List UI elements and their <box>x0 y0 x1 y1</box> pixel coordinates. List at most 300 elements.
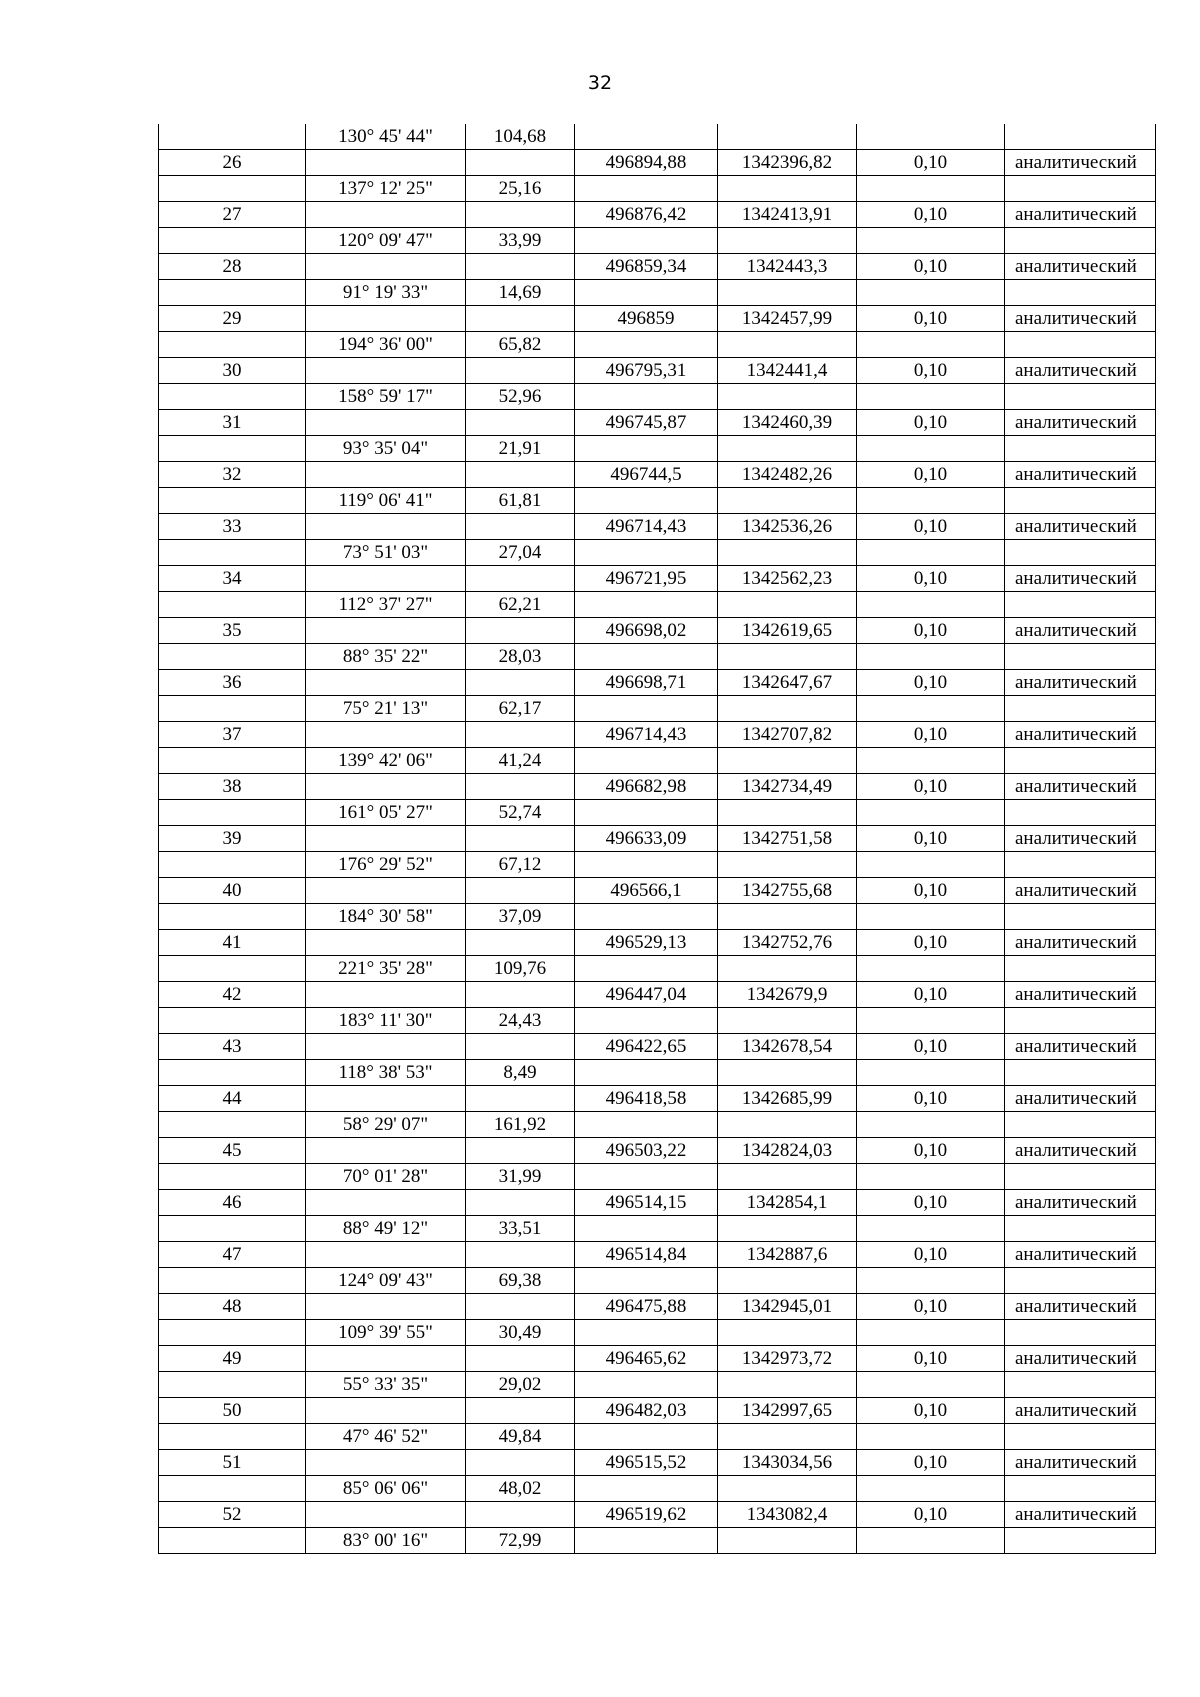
y-coordinate-cell <box>718 1060 857 1086</box>
y-coordinate-cell <box>718 332 857 358</box>
segment-row <box>159 1060 1156 1086</box>
y-coordinate-cell: 1342679,9 <box>718 982 857 1008</box>
accuracy-cell: 0,10 <box>857 1346 1005 1372</box>
y-coordinate-cell <box>718 1008 857 1034</box>
point-row <box>159 774 1156 800</box>
point-number-cell: 31 <box>159 410 306 436</box>
segment-row <box>159 332 1156 358</box>
point-row <box>159 982 1156 1008</box>
point-number-cell: 28 <box>159 254 306 280</box>
direction-angle-cell: 176° 29' 52" <box>306 852 466 878</box>
direction-angle-cell <box>306 1190 466 1216</box>
method-cell <box>1005 436 1156 462</box>
accuracy-cell <box>857 800 1005 826</box>
accuracy-cell <box>857 540 1005 566</box>
y-coordinate-cell: 1342678,54 <box>718 1034 857 1060</box>
accuracy-cell <box>857 1216 1005 1242</box>
point-number-cell: 27 <box>159 202 306 228</box>
point-row <box>159 826 1156 852</box>
method-cell: аналитический <box>1005 1190 1156 1216</box>
direction-angle-cell <box>306 358 466 384</box>
point-number-cell: 33 <box>159 514 306 540</box>
method-cell: аналитический <box>1005 670 1156 696</box>
direction-angle-cell: 161° 05' 27" <box>306 800 466 826</box>
x-coordinate-cell <box>575 748 718 774</box>
direction-angle-cell: 73° 51' 03" <box>306 540 466 566</box>
accuracy-cell: 0,10 <box>857 1450 1005 1476</box>
segment-row <box>159 540 1156 566</box>
x-coordinate-cell: 496859 <box>575 306 718 332</box>
segment-length-cell <box>466 618 575 644</box>
direction-angle-cell: 75° 21' 13" <box>306 696 466 722</box>
y-coordinate-cell: 1342707,82 <box>718 722 857 748</box>
method-cell <box>1005 176 1156 202</box>
point-number-cell <box>159 280 306 306</box>
y-coordinate-cell: 1342755,68 <box>718 878 857 904</box>
y-coordinate-cell <box>718 228 857 254</box>
method-cell <box>1005 384 1156 410</box>
segment-length-cell <box>466 358 575 384</box>
point-number-cell: 40 <box>159 878 306 904</box>
method-cell <box>1005 644 1156 670</box>
y-coordinate-cell <box>718 1424 857 1450</box>
point-row <box>159 202 1156 228</box>
y-coordinate-cell <box>718 280 857 306</box>
accuracy-cell: 0,10 <box>857 1502 1005 1528</box>
y-coordinate-cell <box>718 800 857 826</box>
x-coordinate-cell: 496519,62 <box>575 1502 718 1528</box>
point-number-cell: 35 <box>159 618 306 644</box>
segment-length-cell: 62,21 <box>466 592 575 618</box>
point-number-cell: 34 <box>159 566 306 592</box>
x-coordinate-cell <box>575 1476 718 1502</box>
point-row <box>159 618 1156 644</box>
point-number-cell: 50 <box>159 1398 306 1424</box>
y-coordinate-cell <box>718 904 857 930</box>
point-number-cell <box>159 1216 306 1242</box>
direction-angle-cell <box>306 462 466 488</box>
x-coordinate-cell <box>575 644 718 670</box>
x-coordinate-cell: 496422,65 <box>575 1034 718 1060</box>
point-number-cell <box>159 1424 306 1450</box>
point-row <box>159 1450 1156 1476</box>
method-cell <box>1005 1372 1156 1398</box>
method-cell <box>1005 1476 1156 1502</box>
y-coordinate-cell: 1342460,39 <box>718 410 857 436</box>
direction-angle-cell <box>306 1502 466 1528</box>
accuracy-cell <box>857 1164 1005 1190</box>
accuracy-cell: 0,10 <box>857 566 1005 592</box>
point-number-cell <box>159 1268 306 1294</box>
x-coordinate-cell <box>575 1424 718 1450</box>
accuracy-cell <box>857 644 1005 670</box>
y-coordinate-cell <box>718 1268 857 1294</box>
x-coordinate-cell: 496714,43 <box>575 722 718 748</box>
segment-row <box>159 1008 1156 1034</box>
method-cell <box>1005 540 1156 566</box>
y-coordinate-cell: 1343082,4 <box>718 1502 857 1528</box>
accuracy-cell <box>857 436 1005 462</box>
segment-length-cell: 31,99 <box>466 1164 575 1190</box>
x-coordinate-cell <box>575 176 718 202</box>
accuracy-cell <box>857 852 1005 878</box>
point-row <box>159 150 1156 176</box>
accuracy-cell: 0,10 <box>857 1138 1005 1164</box>
segment-length-cell: 33,51 <box>466 1216 575 1242</box>
accuracy-cell: 0,10 <box>857 930 1005 956</box>
accuracy-cell: 0,10 <box>857 982 1005 1008</box>
point-number-cell: 44 <box>159 1086 306 1112</box>
method-cell: аналитический <box>1005 1346 1156 1372</box>
x-coordinate-cell <box>575 124 718 150</box>
segment-row <box>159 696 1156 722</box>
point-row <box>159 1398 1156 1424</box>
point-number-cell: 47 <box>159 1242 306 1268</box>
point-number-cell <box>159 488 306 514</box>
segment-length-cell: 104,68 <box>466 124 575 150</box>
accuracy-cell <box>857 1008 1005 1034</box>
segment-row <box>159 1112 1156 1138</box>
accuracy-cell: 0,10 <box>857 150 1005 176</box>
point-number-cell: 38 <box>159 774 306 800</box>
point-number-cell: 26 <box>159 150 306 176</box>
segment-row <box>159 488 1156 514</box>
point-row <box>159 1294 1156 1320</box>
segment-length-cell: 67,12 <box>466 852 575 878</box>
y-coordinate-cell: 1342413,91 <box>718 202 857 228</box>
point-number-cell: 29 <box>159 306 306 332</box>
method-cell <box>1005 696 1156 722</box>
segment-row <box>159 644 1156 670</box>
method-cell: аналитический <box>1005 1034 1156 1060</box>
page-number: 32 <box>587 72 613 94</box>
y-coordinate-cell <box>718 176 857 202</box>
method-cell: аналитический <box>1005 410 1156 436</box>
x-coordinate-cell <box>575 228 718 254</box>
point-number-cell: 30 <box>159 358 306 384</box>
segment-row <box>159 1320 1156 1346</box>
segment-length-cell <box>466 722 575 748</box>
method-cell: аналитический <box>1005 358 1156 384</box>
point-number-cell <box>159 176 306 202</box>
segment-length-cell <box>466 670 575 696</box>
method-cell: аналитический <box>1005 878 1156 904</box>
direction-angle-cell <box>306 774 466 800</box>
x-coordinate-cell: 496795,31 <box>575 358 718 384</box>
point-row <box>159 722 1156 748</box>
point-number-cell: 39 <box>159 826 306 852</box>
accuracy-cell: 0,10 <box>857 774 1005 800</box>
segment-length-cell: 30,49 <box>466 1320 575 1346</box>
point-number-cell <box>159 904 306 930</box>
y-coordinate-cell: 1342945,01 <box>718 1294 857 1320</box>
method-cell: аналитический <box>1005 1294 1156 1320</box>
segment-length-cell: 37,09 <box>466 904 575 930</box>
accuracy-cell <box>857 1112 1005 1138</box>
segment-row <box>159 176 1156 202</box>
x-coordinate-cell <box>575 852 718 878</box>
x-coordinate-cell: 496503,22 <box>575 1138 718 1164</box>
method-cell: аналитический <box>1005 1450 1156 1476</box>
point-number-cell <box>159 852 306 878</box>
direction-angle-cell <box>306 1346 466 1372</box>
segment-row <box>159 800 1156 826</box>
segment-row <box>159 592 1156 618</box>
method-cell: аналитический <box>1005 462 1156 488</box>
direction-angle-cell <box>306 150 466 176</box>
y-coordinate-cell <box>718 1528 857 1554</box>
y-coordinate-cell <box>718 1164 857 1190</box>
y-coordinate-cell <box>718 592 857 618</box>
y-coordinate-cell: 1342562,23 <box>718 566 857 592</box>
direction-angle-cell: 124° 09' 43" <box>306 1268 466 1294</box>
method-cell <box>1005 228 1156 254</box>
x-coordinate-cell: 496721,95 <box>575 566 718 592</box>
direction-angle-cell: 184° 30' 58" <box>306 904 466 930</box>
direction-angle-cell <box>306 1294 466 1320</box>
y-coordinate-cell: 1342536,26 <box>718 514 857 540</box>
segment-row <box>159 280 1156 306</box>
segment-length-cell <box>466 1450 575 1476</box>
y-coordinate-cell: 1342751,58 <box>718 826 857 852</box>
y-coordinate-cell <box>718 1216 857 1242</box>
method-cell: аналитический <box>1005 1502 1156 1528</box>
method-cell: аналитический <box>1005 514 1156 540</box>
y-coordinate-cell <box>718 1476 857 1502</box>
method-cell: аналитический <box>1005 150 1156 176</box>
point-number-cell <box>159 1476 306 1502</box>
x-coordinate-cell <box>575 332 718 358</box>
segment-row <box>159 1164 1156 1190</box>
direction-angle-cell <box>306 722 466 748</box>
method-cell <box>1005 1060 1156 1086</box>
x-coordinate-cell <box>575 1216 718 1242</box>
direction-angle-cell <box>306 514 466 540</box>
direction-angle-cell <box>306 930 466 956</box>
method-cell: аналитический <box>1005 1242 1156 1268</box>
segment-length-cell: 24,43 <box>466 1008 575 1034</box>
y-coordinate-cell: 1343034,56 <box>718 1450 857 1476</box>
segment-length-cell <box>466 930 575 956</box>
direction-angle-cell <box>306 1138 466 1164</box>
method-cell: аналитический <box>1005 774 1156 800</box>
point-number-cell: 37 <box>159 722 306 748</box>
method-cell <box>1005 1268 1156 1294</box>
x-coordinate-cell: 496482,03 <box>575 1398 718 1424</box>
direction-angle-cell <box>306 566 466 592</box>
accuracy-cell <box>857 956 1005 982</box>
segment-row <box>159 956 1156 982</box>
segment-length-cell <box>466 774 575 800</box>
method-cell: аналитический <box>1005 1138 1156 1164</box>
point-number-cell: 48 <box>159 1294 306 1320</box>
point-number-cell <box>159 1112 306 1138</box>
accuracy-cell: 0,10 <box>857 254 1005 280</box>
point-number-cell: 52 <box>159 1502 306 1528</box>
direction-angle-cell <box>306 306 466 332</box>
segment-length-cell: 65,82 <box>466 332 575 358</box>
method-cell <box>1005 956 1156 982</box>
accuracy-cell <box>857 124 1005 150</box>
x-coordinate-cell <box>575 436 718 462</box>
accuracy-cell: 0,10 <box>857 202 1005 228</box>
x-coordinate-cell <box>575 1372 718 1398</box>
point-number-cell <box>159 1320 306 1346</box>
segment-row <box>159 748 1156 774</box>
direction-angle-cell: 118° 38' 53" <box>306 1060 466 1086</box>
y-coordinate-cell <box>718 956 857 982</box>
point-row <box>159 358 1156 384</box>
accuracy-cell <box>857 1372 1005 1398</box>
method-cell: аналитический <box>1005 202 1156 228</box>
accuracy-cell <box>857 1268 1005 1294</box>
method-cell <box>1005 1008 1156 1034</box>
segment-row <box>159 228 1156 254</box>
accuracy-cell <box>857 1424 1005 1450</box>
point-number-cell <box>159 384 306 410</box>
y-coordinate-cell: 1342887,6 <box>718 1242 857 1268</box>
point-number-cell <box>159 540 306 566</box>
direction-angle-cell: 120° 09' 47" <box>306 228 466 254</box>
accuracy-cell <box>857 904 1005 930</box>
accuracy-cell <box>857 332 1005 358</box>
accuracy-cell: 0,10 <box>857 1398 1005 1424</box>
method-cell: аналитический <box>1005 1398 1156 1424</box>
direction-angle-cell <box>306 982 466 1008</box>
x-coordinate-cell: 496529,13 <box>575 930 718 956</box>
x-coordinate-cell <box>575 904 718 930</box>
point-number-cell: 41 <box>159 930 306 956</box>
segment-length-cell: 28,03 <box>466 644 575 670</box>
method-cell: аналитический <box>1005 982 1156 1008</box>
segment-length-cell <box>466 150 575 176</box>
y-coordinate-cell: 1342443,3 <box>718 254 857 280</box>
accuracy-cell: 0,10 <box>857 878 1005 904</box>
direction-angle-cell: 55° 33' 35" <box>306 1372 466 1398</box>
y-coordinate-cell: 1342997,65 <box>718 1398 857 1424</box>
direction-angle-cell: 112° 37' 27" <box>306 592 466 618</box>
direction-angle-cell <box>306 878 466 904</box>
y-coordinate-cell: 1342734,49 <box>718 774 857 800</box>
y-coordinate-cell: 1342482,26 <box>718 462 857 488</box>
x-coordinate-cell <box>575 1268 718 1294</box>
segment-length-cell: 62,17 <box>466 696 575 722</box>
method-cell <box>1005 1216 1156 1242</box>
point-row <box>159 514 1156 540</box>
y-coordinate-cell: 1342824,03 <box>718 1138 857 1164</box>
direction-angle-cell: 88° 35' 22" <box>306 644 466 670</box>
direction-angle-cell <box>306 1242 466 1268</box>
method-cell <box>1005 748 1156 774</box>
segment-length-cell: 33,99 <box>466 228 575 254</box>
y-coordinate-cell: 1342854,1 <box>718 1190 857 1216</box>
y-coordinate-cell: 1342619,65 <box>718 618 857 644</box>
accuracy-cell: 0,10 <box>857 1242 1005 1268</box>
accuracy-cell: 0,10 <box>857 1034 1005 1060</box>
direction-angle-cell <box>306 670 466 696</box>
point-number-cell <box>159 332 306 358</box>
direction-angle-cell: 194° 36' 00" <box>306 332 466 358</box>
segment-row <box>159 852 1156 878</box>
method-cell: аналитический <box>1005 1086 1156 1112</box>
segment-length-cell: 29,02 <box>466 1372 575 1398</box>
x-coordinate-cell <box>575 1320 718 1346</box>
accuracy-cell <box>857 384 1005 410</box>
method-cell: аналитический <box>1005 930 1156 956</box>
accuracy-cell <box>857 280 1005 306</box>
y-coordinate-cell <box>718 488 857 514</box>
direction-angle-cell: 85° 06' 06" <box>306 1476 466 1502</box>
segment-length-cell <box>466 826 575 852</box>
segment-length-cell <box>466 878 575 904</box>
x-coordinate-cell: 496514,84 <box>575 1242 718 1268</box>
segment-length-cell <box>466 1294 575 1320</box>
method-cell <box>1005 488 1156 514</box>
x-coordinate-cell <box>575 384 718 410</box>
point-number-cell: 32 <box>159 462 306 488</box>
x-coordinate-cell: 496465,62 <box>575 1346 718 1372</box>
segment-length-cell <box>466 410 575 436</box>
segment-length-cell: 72,99 <box>466 1528 575 1554</box>
x-coordinate-cell <box>575 592 718 618</box>
x-coordinate-cell: 496515,52 <box>575 1450 718 1476</box>
x-coordinate-cell <box>575 1060 718 1086</box>
accuracy-cell <box>857 488 1005 514</box>
segment-row <box>159 904 1156 930</box>
direction-angle-cell: 119° 06' 41" <box>306 488 466 514</box>
method-cell <box>1005 592 1156 618</box>
y-coordinate-cell <box>718 696 857 722</box>
segment-row <box>159 1424 1156 1450</box>
x-coordinate-cell: 496566,1 <box>575 878 718 904</box>
segment-length-cell <box>466 202 575 228</box>
point-number-cell: 49 <box>159 1346 306 1372</box>
point-number-cell <box>159 1060 306 1086</box>
x-coordinate-cell: 496698,02 <box>575 618 718 644</box>
segment-length-cell <box>466 1034 575 1060</box>
y-coordinate-cell: 1342752,76 <box>718 930 857 956</box>
x-coordinate-cell <box>575 1008 718 1034</box>
x-coordinate-cell: 496447,04 <box>575 982 718 1008</box>
segment-length-cell <box>466 1190 575 1216</box>
accuracy-cell <box>857 176 1005 202</box>
x-coordinate-cell: 496418,58 <box>575 1086 718 1112</box>
y-coordinate-cell <box>718 1112 857 1138</box>
direction-angle-cell <box>306 1086 466 1112</box>
y-coordinate-cell <box>718 852 857 878</box>
x-coordinate-cell <box>575 1112 718 1138</box>
segment-length-cell: 161,92 <box>466 1112 575 1138</box>
method-cell: аналитический <box>1005 306 1156 332</box>
accuracy-cell: 0,10 <box>857 1294 1005 1320</box>
point-number-cell: 42 <box>159 982 306 1008</box>
accuracy-cell <box>857 1476 1005 1502</box>
accuracy-cell <box>857 1060 1005 1086</box>
y-coordinate-cell <box>718 540 857 566</box>
y-coordinate-cell <box>718 644 857 670</box>
point-number-cell <box>159 592 306 618</box>
x-coordinate-cell: 496745,87 <box>575 410 718 436</box>
segment-length-cell <box>466 462 575 488</box>
direction-angle-cell: 83° 00' 16" <box>306 1528 466 1554</box>
point-number-cell <box>159 436 306 462</box>
segment-length-cell: 52,74 <box>466 800 575 826</box>
method-cell: аналитический <box>1005 618 1156 644</box>
point-number-cell <box>159 696 306 722</box>
direction-angle-cell <box>306 1398 466 1424</box>
direction-angle-cell <box>306 202 466 228</box>
method-cell <box>1005 904 1156 930</box>
